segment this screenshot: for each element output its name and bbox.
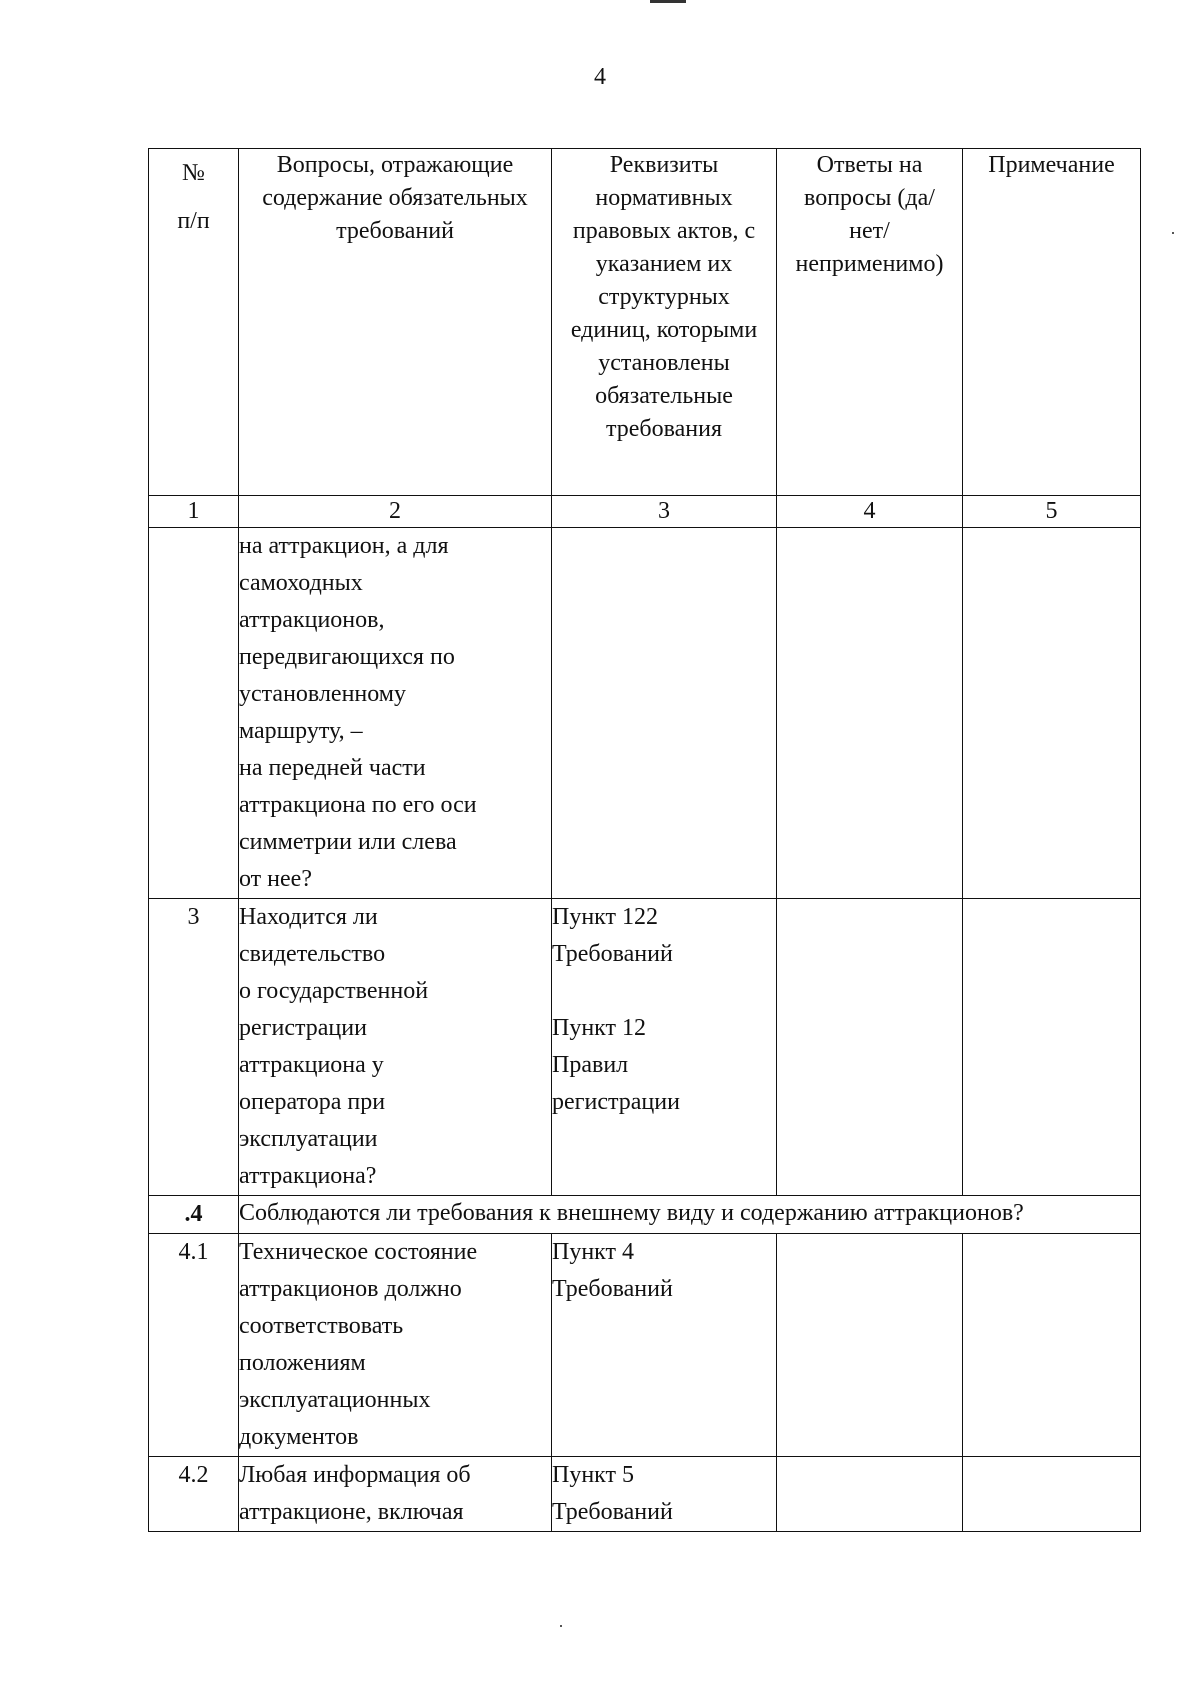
page-number: 4 (594, 64, 606, 90)
column-index: 3 (552, 496, 777, 528)
requisite-reference: Пункт 5 Требований (552, 1457, 777, 1532)
answer-cell (777, 1457, 963, 1532)
table-row (149, 528, 1141, 899)
row-number: 3 (149, 899, 239, 1196)
header-number-abbr: п/п (177, 208, 210, 234)
note-cell (963, 1457, 1141, 1532)
note-cell (963, 899, 1141, 1196)
column-index: 4 (777, 496, 963, 528)
header-number (149, 149, 239, 496)
question-text: на аттракцион, а для самоходных аттракционов, передвигающихся по установленному маршруту, – на передней части аттракциона по его оси симметрии или слева от нее? (239, 528, 552, 899)
scan-mark (650, 0, 686, 3)
requisites-cell (552, 899, 777, 1196)
section-row (149, 1196, 1141, 1234)
scan-speck (560, 1625, 562, 1627)
question-text: Техническое состояние аттракционов должно соответствовать положениям эксплуатационных документов (239, 1234, 552, 1457)
row-number: 4.1 (149, 1234, 239, 1457)
checklist-table (148, 148, 1141, 1532)
table-row (149, 1457, 1141, 1532)
note-cell (963, 528, 1141, 899)
question-text: Находится ли свидетельство о государственной регистрации аттракциона у оператора при эксплуатации аттракциона? (239, 899, 552, 1196)
answer-cell (777, 899, 963, 1196)
header-note: Примечание (963, 149, 1141, 496)
row-number (149, 528, 239, 899)
column-index-row (149, 496, 1141, 528)
note-cell (963, 1234, 1141, 1457)
column-index: 1 (149, 496, 239, 528)
section-title: Соблюдаются ли требования к внешнему виду и содержанию аттракционов? (239, 1196, 1141, 1234)
scan-speck (1172, 232, 1174, 234)
section-number: .4 (149, 1196, 239, 1234)
header-row (149, 149, 1141, 496)
row-number: 4.2 (149, 1457, 239, 1532)
requisite-reference: Пункт 12 Правил регистрации (552, 1015, 680, 1115)
requisite-reference: Пункт 4 Требований (552, 1234, 777, 1457)
requisites-cell (552, 528, 777, 899)
table-row (149, 1234, 1141, 1457)
table-row (149, 899, 1141, 1196)
column-index: 5 (963, 496, 1141, 528)
header-answers: Ответы на вопросы (да/нет/ неприменимо) (777, 149, 963, 496)
header-requisites: Реквизиты нормативных правовых актов, с указанием их структурных единиц, которыми установлены обязательные требования (552, 149, 777, 496)
requisite-reference: Пункт 122 Требований (552, 904, 673, 967)
header-number-sign: № (182, 160, 205, 186)
header-questions: Вопросы, отражающие содержание обязательных требований (239, 149, 552, 496)
question-text: Любая информация об аттракционе, включая (239, 1457, 552, 1532)
column-index: 2 (239, 496, 552, 528)
answer-cell (777, 1234, 963, 1457)
answer-cell (777, 528, 963, 899)
